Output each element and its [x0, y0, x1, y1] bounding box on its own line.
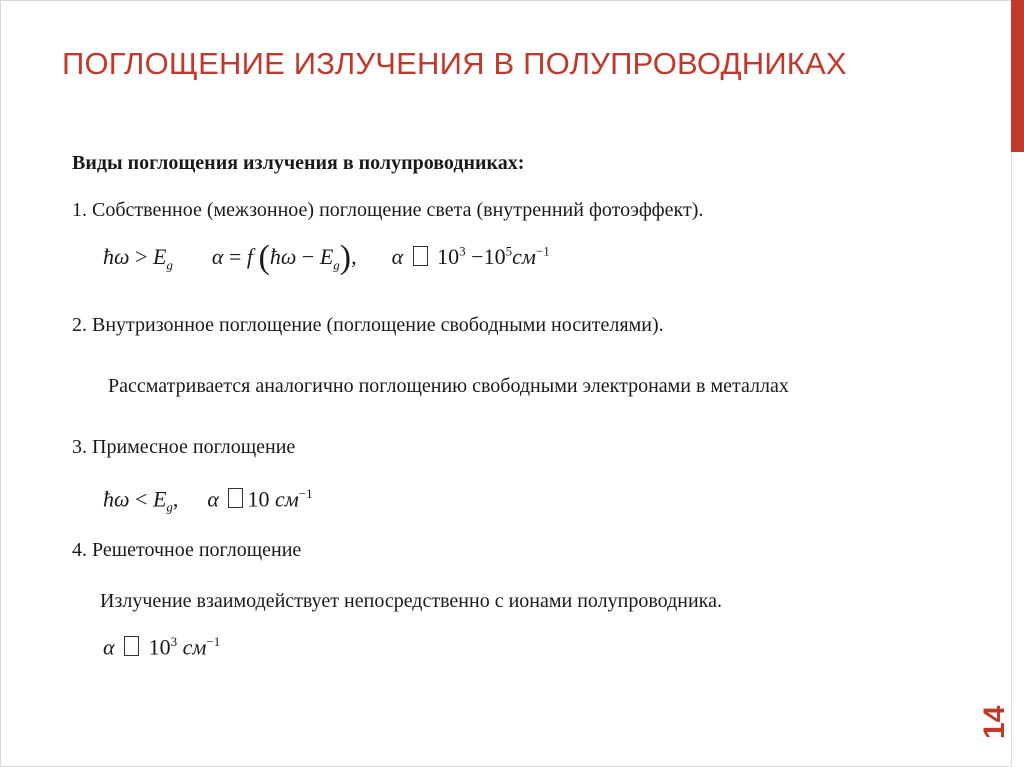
slide-number: 14 — [978, 705, 1011, 739]
item-4-formula: α $10^3$ $см^{-1}$ — [103, 634, 221, 660]
accent-bar — [1011, 0, 1024, 152]
item-1-label: 1. Собственное (межзонное) поглощение света (внутренний фотоэффект). — [72, 199, 704, 221]
hbar-omega: ħω — [103, 244, 130, 269]
approx-symbol-icon — [124, 636, 139, 656]
approx-symbol-icon — [413, 246, 428, 266]
item-2-label: 2. Внутризонное поглощение (поглощение свободными носителями). — [72, 314, 664, 336]
side-strip — [1011, 152, 1024, 767]
slide-title: ПОГЛОЩЕНИЕ ИЗЛУЧЕНИЯ В ПОЛУПРОВОДНИКАХ — [62, 46, 847, 81]
approx-symbol-icon — [228, 488, 243, 508]
item-2-note: Рассматривается аналогично поглощению свободными электронами в металлах — [108, 375, 789, 397]
item-3-formula: ħω < $E_g$, α 10 $см^{-1}$ — [103, 486, 313, 515]
item-1-formula: ħω > $E_g$ α = f (ħω − $E_g$), α $10^3 -10^5см^{-1}$ — [103, 239, 550, 276]
section-heading: Виды поглощения излучения в полупроводниках: — [72, 152, 525, 174]
item-4-label: 4. Решеточное поглощение — [72, 539, 302, 561]
item-4-note: Излучение взаимодействует непосредственно с ионами полупроводника. — [100, 590, 722, 612]
item-3-label: 3. Примесное поглощение — [72, 436, 296, 458]
